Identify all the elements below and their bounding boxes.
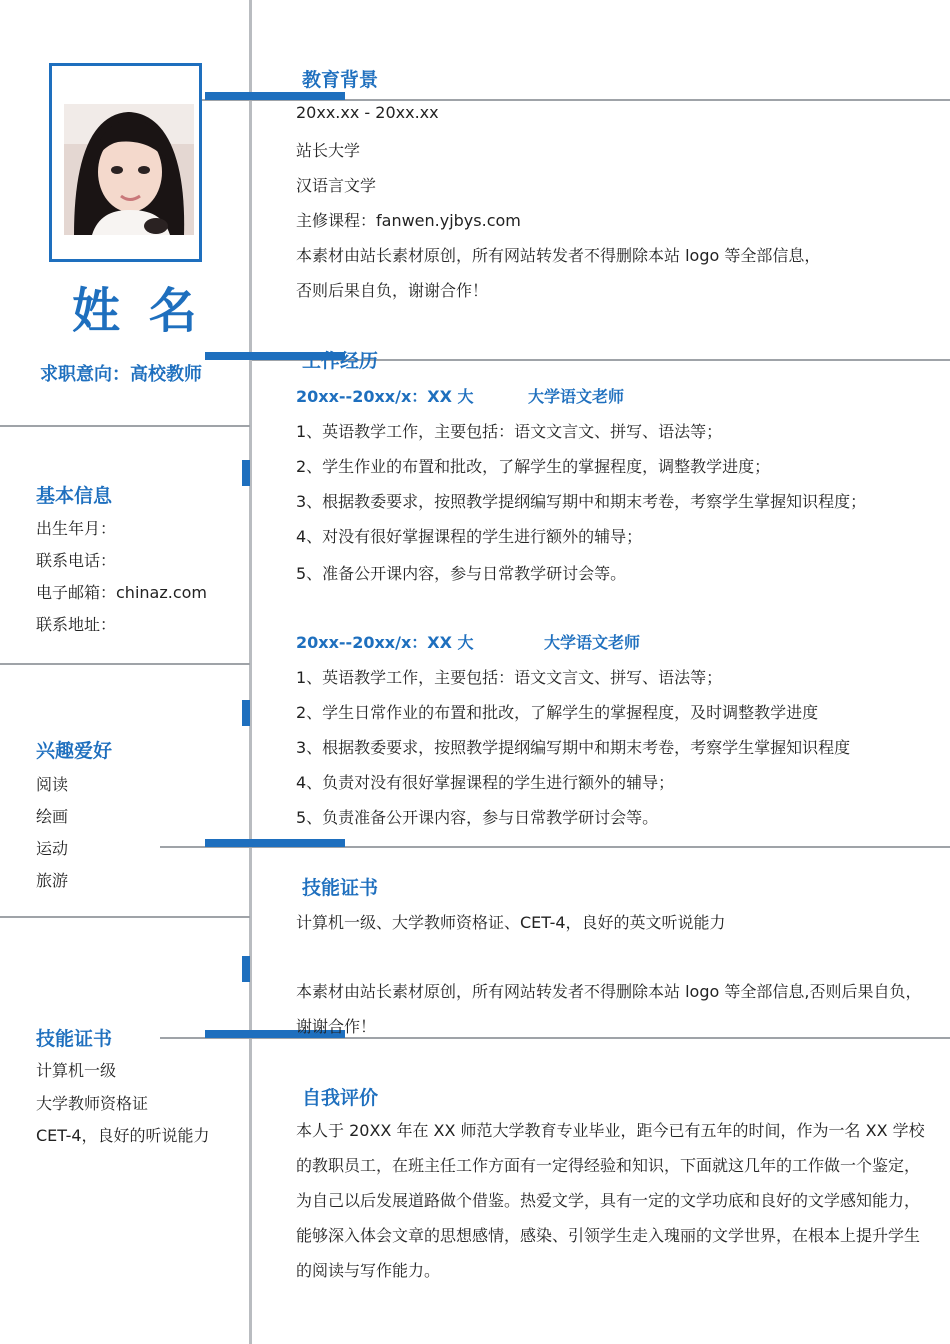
job-period: 20xx--20xx/x：XX 大 (296, 633, 474, 652)
self-eval-text: 本人于 20XX 年在 XX 师范大学教育专业毕业，距今已有五年的时间，作为一名 XX 学校的教职员工，在班主任工作方面有一定得经验和知识，下面就这几年的工作做一个鉴定，为自己以后发展道路做个借鉴。热爱文学，具有一定的文学功底和良好的文学感知能力，能够深入体会文章的思想感情，感染、引领学生走入瑰丽的文学世界，在根本上提升学生的阅读与写作能力。 (296, 1121, 925, 1280)
candidate-name: 姓 名 (72, 283, 203, 339)
job-role: 大学语文老师 (528, 387, 625, 406)
education-period: 20xx.xx - 20xx.xx (296, 103, 439, 122)
education-note-2: 否则后果自负，谢谢合作！ (296, 281, 489, 300)
left-skills-title: 技能证书 (36, 1028, 113, 1050)
accent-bar-skills (205, 839, 345, 847)
job-role: 大学语文老师 (544, 633, 641, 652)
job-period: 20xx--20xx/x：XX 大 (296, 387, 474, 406)
job-intent: 求职意向：高校教师 (40, 364, 202, 385)
job-duty: 3、根据教委要求，按照教学提纲编写期中和期末考卷，考察学生掌握知识程度 (296, 738, 851, 757)
skills-line: 计算机一级、大学教师资格证、CET-4，良好的英文听说能力 (296, 913, 726, 932)
job-duty: 5、准备公开课内容，参与日常教学研讨会等。 (296, 564, 627, 583)
left-skill-item: 大学教师资格证 (36, 1094, 149, 1113)
skills-title: 技能证书 (302, 877, 379, 899)
profile-photo (64, 104, 194, 235)
divider-left-1 (0, 425, 250, 427)
accent-tick-left-skills (242, 956, 250, 982)
hobby-item: 阅读 (36, 775, 69, 794)
job-duty: 5、负责准备公开课内容，参与日常教学研讨会等。 (296, 808, 659, 827)
job-duty: 2、学生作业的布置和批改，了解学生的掌握程度，调整教学进度； (296, 457, 771, 476)
birth-label: 出生年月： (36, 519, 117, 538)
hobbies-title: 兴趣爱好 (36, 740, 113, 762)
job-duty: 4、对没有很好掌握课程的学生进行额外的辅导； (296, 527, 643, 546)
divider-left-3 (0, 916, 250, 918)
job-duty: 1、英语教学工作，主要包括：语文文言文、拼写、语法等； (296, 668, 723, 687)
hobby-item: 绘画 (36, 807, 69, 826)
email-label: 电子邮箱：chinaz.com (36, 583, 207, 602)
hobby-item: 旅游 (36, 871, 69, 890)
phone-label: 联系电话： (36, 551, 117, 570)
accent-bar-education (205, 92, 345, 100)
skills-note: 本素材由站长素材原创，所有网站转发者不得删除本站 logo 等全部信息,否则后果自负，谢谢合作！ (296, 982, 922, 1036)
address-label: 联系地址： (36, 615, 117, 634)
left-skill-item: CET-4，良好的听说能力 (36, 1126, 210, 1145)
center-divider (249, 0, 252, 1344)
education-school: 站长大学 (296, 141, 361, 160)
job-duty: 4、负责对没有很好掌握课程的学生进行额外的辅导； (296, 773, 675, 792)
hobby-item: 运动 (36, 839, 69, 858)
job-duty: 3、根据教委要求，按照教学提纲编写期中和期末考卷，考察学生掌握知识程度； (296, 492, 867, 511)
job-duty: 2、学生日常作业的布置和批改，了解学生的掌握程度，及时调整教学进度 (296, 703, 819, 722)
work-title: 工作经历 (302, 350, 379, 372)
accent-tick-hobbies (242, 700, 250, 726)
education-major: 汉语言文学 (296, 176, 377, 195)
education-note: 本素材由站长素材原创，所有网站转发者不得删除本站 logo 等全部信息， (296, 246, 821, 265)
job-duty: 1、英语教学工作，主要包括：语文文言文、拼写、语法等； (296, 422, 723, 441)
divider-left-2 (0, 663, 250, 665)
left-skill-item: 计算机一级 (36, 1061, 117, 1080)
self-eval-title: 自我评价 (302, 1087, 379, 1109)
education-title: 教育背景 (302, 69, 379, 91)
basic-info-title: 基本信息 (36, 485, 113, 507)
education-courses: 主修课程：fanwen.yjbys.com (296, 211, 521, 230)
accent-tick-basic (242, 460, 250, 486)
